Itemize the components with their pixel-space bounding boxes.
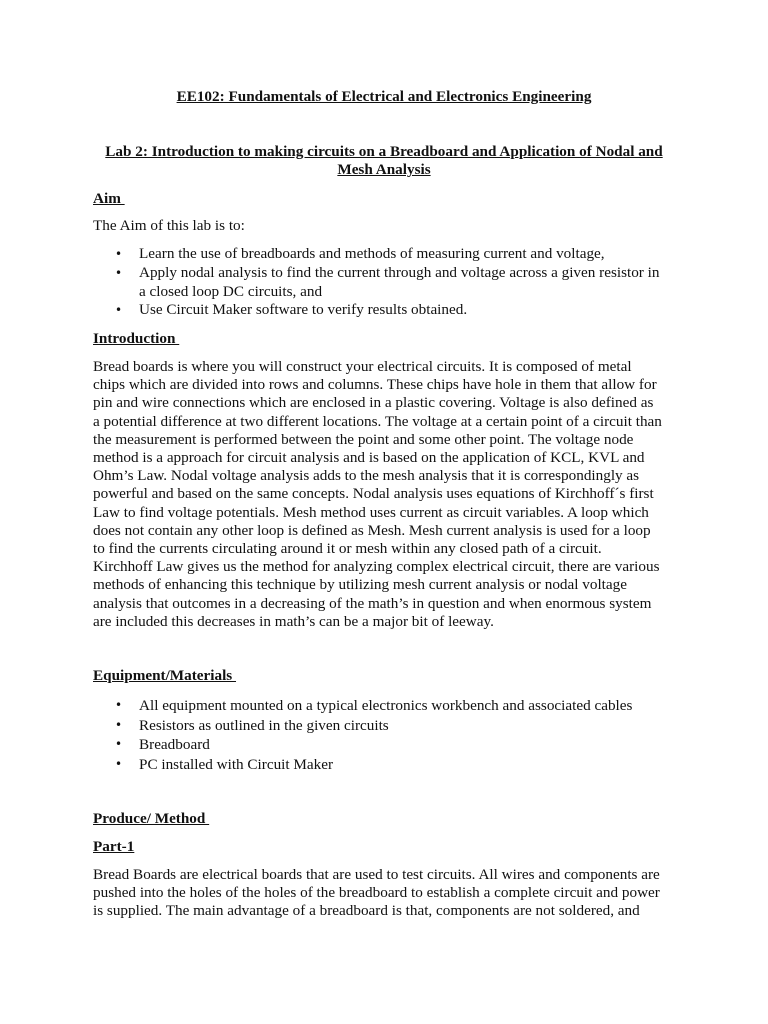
list-item: • All equipment mounted on a typical electronics workbench and associated cables xyxy=(93,696,675,716)
introduction-heading: Introduction xyxy=(93,330,180,347)
aim-heading: Aim xyxy=(93,190,125,207)
method-heading: Produce/ Method xyxy=(93,810,210,827)
introduction-body: Bread boards is where you will construct your electrical circuits. It is composed of metal chips which are divided into rows and columns. These chips have hole in them that allow for pin and wire connections which are enclosed in a plastic covering. Voltage is also defined as a potential difference at two different locations. The voltage at a certain point of a circuit than the measurement is performed between the point and some other point. The voltage node method is a approach for circuit analysis and is based on the application of KCL, KVL and Ohm’s Law. Nodal voltage analysis adds to the mesh analysis that it is correspondingly as powerful and based on the same concepts. Nodal analysis uses equations of Kirchhoff´s first Law to find voltage potentials. Mesh method uses current as circuit variables. A loop which does not contain any other loop is defined as Mesh. Mesh current analysis is used for a loop to find the currents circulating around it or mesh within any closed path of a circuit. Kirchhoff Law gives us the method for analyzing complex electrical circuit, there are various methods of enhancing this technique by utilizing mesh current analysis or nodal voltage analysis that outcomes in a decreasing of the math’s in question and when enormous system are included this decreases in math’s can be a major bit of leeway. xyxy=(93,358,662,630)
equipment-heading: Equipment/Materials xyxy=(93,667,237,684)
list-item: • Apply nodal analysis to find the current through and voltage across a given resistor in a closed loop DC circuits, and xyxy=(93,264,675,302)
aim-list xyxy=(93,245,675,320)
equipment-list xyxy=(93,696,675,774)
list-item: • Learn the use of breadboards and methods of measuring current and voltage, xyxy=(93,245,675,264)
lab-title-text: Lab 2: Introduction to making circuits on a Breadboard and Application of Nodal and Mesh Analysis xyxy=(105,143,663,178)
list-item: • Use Circuit Maker software to verify results obtained. xyxy=(93,301,675,320)
part1-heading: Part-1 xyxy=(93,838,135,855)
aim-intro: The Aim of this lab is to: xyxy=(93,217,245,234)
list-item: • Resistors as outlined in the given circuits xyxy=(93,716,675,736)
course-title: EE102: Fundamentals of Electrical and Electronics Engineering xyxy=(176,88,592,105)
method-body: Bread Boards are electrical boards that are used to test circuits. All wires and components are pushed into the holes of the holes of the breadboard to establish a complete circuit and power is supplied. The main advantage of a breadboard is that, components are not soldered, and xyxy=(93,866,660,920)
lab-title xyxy=(93,143,675,179)
list-item: • Breadboard xyxy=(93,735,675,755)
list-item: • PC installed with Circuit Maker xyxy=(93,755,675,775)
